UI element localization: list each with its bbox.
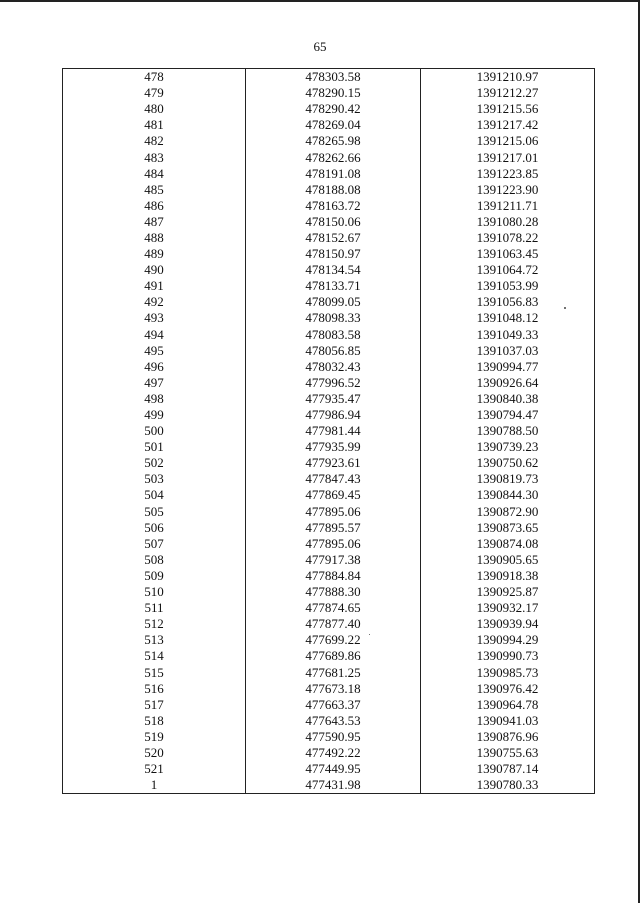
y-coordinate-cell: 1390932.17 [476,600,539,616]
y-coordinate-cell: 1391211.71 [476,197,539,213]
point-number-cell: 485 [63,182,246,198]
y-coordinate-cell: 1390985.73 [476,664,539,680]
x-coordinate-cell: 478269.04 [246,117,421,133]
x-coordinate-cell: 478134.54 [246,262,421,278]
x-coordinate-cell: 478083.58 [246,327,421,343]
y-coordinate-cell: 1390787.14 [476,761,539,777]
x-coordinate-cell: 477643.53 [246,713,421,729]
y-coordinate-cell: 1391048.12 [476,310,539,326]
table-row [63,536,595,552]
y-coordinate-cell: 1390905.65 [476,551,539,567]
y-coordinate-cell: 1390874.08 [476,535,539,551]
scan-speck [369,634,370,635]
point-number-cell: 519 [63,729,246,745]
x-coordinate-cell: 477673.18 [246,681,421,697]
table-row [63,439,595,455]
point-number-cell: 499 [63,407,246,423]
y-coordinate-cell: 1390976.42 [476,680,539,696]
y-coordinate-cell: 1391080.28 [476,213,539,229]
point-number-cell: 490 [63,262,246,278]
x-coordinate-cell: 477874.65 [246,600,421,616]
point-number-cell: 511 [63,600,246,616]
table-row [63,697,595,713]
x-coordinate-cell: 478056.85 [246,343,421,359]
point-number-cell: 1 [63,777,246,794]
point-number-cell: 481 [63,117,246,133]
y-coordinate-cell: 1391037.03 [476,342,539,358]
y-coordinate-cell: 1390794.47 [476,407,539,423]
table-row [63,117,595,133]
point-number-cell: 514 [63,648,246,664]
x-coordinate-cell: 477895.57 [246,520,421,536]
x-coordinate-cell: 478152.67 [246,230,421,246]
point-number-cell: 491 [63,278,246,294]
table-row [63,777,595,794]
x-coordinate-cell: 477699.22 [246,632,421,648]
table-row [63,600,595,616]
y-coordinate-cell: 1390844.30 [476,487,539,503]
y-coordinate-cell: 1391217.42 [476,117,539,133]
table-row [63,761,595,777]
y-coordinate-cell: 1390994.29 [476,632,539,648]
table-row [63,681,595,697]
table-row [63,133,595,149]
table-row [63,568,595,584]
x-coordinate-cell: 478303.58 [246,69,421,86]
point-number-cell: 483 [63,149,246,165]
x-coordinate-cell: 477917.38 [246,552,421,568]
y-coordinate-cell: 1391049.33 [476,326,539,342]
table-row [63,310,595,326]
y-coordinate-cell: 1390788.50 [476,423,539,439]
point-number-cell: 513 [63,632,246,648]
point-number-cell: 518 [63,713,246,729]
table-row [63,520,595,536]
x-coordinate-cell: 477877.40 [246,616,421,632]
table-row [63,487,595,503]
x-coordinate-cell: 478290.15 [246,85,421,101]
page-number: 65 [313,39,327,54]
table-row [63,69,595,86]
table-row [63,359,595,375]
coordinate-table-body [63,69,595,794]
x-coordinate-cell: 477888.30 [246,584,421,600]
table-row [63,632,595,648]
y-coordinate-cell: 1391064.72 [476,262,539,278]
table-row [63,85,595,101]
table-row [63,729,595,745]
table-row [63,214,595,230]
y-coordinate-cell: 1390926.64 [476,374,539,390]
x-coordinate-cell: 477590.95 [246,729,421,745]
x-coordinate-cell: 477847.43 [246,471,421,487]
point-number-cell: 501 [63,439,246,455]
point-number-cell: 480 [63,101,246,117]
y-coordinate-cell: 1390755.63 [476,744,539,760]
point-number-cell: 505 [63,504,246,520]
point-number-cell: 498 [63,391,246,407]
table-row [63,375,595,391]
table-row [63,182,595,198]
table-row [63,471,595,487]
point-number-cell: 502 [63,455,246,471]
point-number-cell: 512 [63,616,246,632]
x-coordinate-cell: 478188.08 [246,182,421,198]
x-coordinate-cell: 477431.98 [246,777,421,794]
y-coordinate-cell: 1390994.77 [476,358,539,374]
point-number-cell: 520 [63,745,246,761]
table-row [63,584,595,600]
point-number-cell: 509 [63,568,246,584]
point-number-cell: 508 [63,552,246,568]
point-number-cell: 504 [63,487,246,503]
table-row [63,294,595,310]
y-coordinate-cell: 1390872.90 [476,503,539,519]
y-coordinate-cell: 1390739.23 [476,439,539,455]
x-coordinate-cell: 477663.37 [246,697,421,713]
table-row [63,327,595,343]
y-coordinate-cell: 1391063.45 [476,246,539,262]
x-coordinate-cell: 477869.45 [246,487,421,503]
y-coordinate-cell: 1390939.94 [476,616,539,632]
y-coordinate-cell: 1391215.06 [476,133,539,149]
x-coordinate-cell: 477884.84 [246,568,421,584]
y-coordinate-cell: 1390941.03 [476,712,539,728]
y-coordinate-cell: 1390819.73 [476,471,539,487]
y-coordinate-cell: 1390918.38 [476,567,539,583]
y-coordinate-cell: 1391215.56 [476,101,539,117]
point-number-cell: 487 [63,214,246,230]
table-row [63,149,595,165]
x-coordinate-cell: 477986.94 [246,407,421,423]
table-row [63,262,595,278]
point-number-cell: 503 [63,471,246,487]
x-coordinate-cell: 477895.06 [246,504,421,520]
y-coordinate-cell: 1390876.96 [476,728,539,744]
x-coordinate-cell: 477681.25 [246,664,421,680]
x-coordinate-cell: 477981.44 [246,423,421,439]
point-number-cell: 495 [63,343,246,359]
point-number-cell: 492 [63,294,246,310]
point-number-cell: 493 [63,310,246,326]
x-coordinate-cell: 478191.08 [246,166,421,182]
x-coordinate-cell: 477935.99 [246,439,421,455]
x-coordinate-cell: 478133.71 [246,278,421,294]
table-row [63,713,595,729]
x-coordinate-cell: 477923.61 [246,455,421,471]
point-number-cell: 479 [63,85,246,101]
x-coordinate-cell: 478163.72 [246,198,421,214]
point-number-cell: 482 [63,133,246,149]
point-number-cell: 488 [63,230,246,246]
y-coordinate-cell: 1390925.87 [476,584,539,600]
table-row [63,648,595,664]
y-coordinate-cell: 1391223.85 [476,165,539,181]
x-coordinate-cell: 477935.47 [246,391,421,407]
point-number-cell: 486 [63,198,246,214]
table-row [63,246,595,262]
y-coordinate-cell: 1391223.90 [476,181,539,197]
y-coordinate-cell: 1391078.22 [476,229,539,245]
table-row [63,101,595,117]
y-coordinate-cell: 1390990.73 [476,648,539,664]
x-coordinate-cell: 478265.98 [246,133,421,149]
point-number-cell: 516 [63,681,246,697]
point-number-cell: 517 [63,697,246,713]
x-coordinate-cell: 478099.05 [246,294,421,310]
x-coordinate-cell: 477895.06 [246,536,421,552]
table-row [63,278,595,294]
table-row [63,407,595,423]
table-row [63,198,595,214]
point-number-cell: 478 [63,69,246,86]
point-number-cell: 506 [63,520,246,536]
point-number-cell: 510 [63,584,246,600]
table-row [63,455,595,471]
x-coordinate-cell: 478290.42 [246,101,421,117]
table-row [63,504,595,520]
y-coordinate-cell: 1390750.62 [476,455,539,471]
table-row [63,343,595,359]
point-number-cell: 521 [63,761,246,777]
y-coordinate-cell: 1391217.01 [476,149,539,165]
point-number-cell: 489 [63,246,246,262]
table-row [63,391,595,407]
table-row [63,745,595,761]
scan-top-edge [0,0,640,2]
y-coordinate-cell: 1391212.27 [476,85,539,101]
table-row [63,230,595,246]
scan-speck [564,307,566,309]
table-row [63,423,595,439]
point-number-cell: 484 [63,166,246,182]
x-coordinate-cell: 478032.43 [246,359,421,375]
table-row [63,616,595,632]
y-coordinate-cell: 1390964.78 [476,696,539,712]
point-number-cell: 494 [63,327,246,343]
x-coordinate-cell: 477689.86 [246,648,421,664]
table-row [63,552,595,568]
x-coordinate-cell: 478262.66 [246,149,421,165]
table-row [63,664,595,680]
x-coordinate-cell: 477492.22 [246,745,421,761]
x-coordinate-cell: 478150.97 [246,246,421,262]
coordinate-table [62,68,595,794]
table-row [63,166,595,182]
y-coordinate-cell: 1390873.65 [476,519,539,535]
x-coordinate-cell: 478150.06 [246,214,421,230]
point-number-cell: 515 [63,664,246,680]
point-number-cell: 497 [63,375,246,391]
x-coordinate-cell: 477996.52 [246,375,421,391]
x-coordinate-cell: 478098.33 [246,310,421,326]
point-number-cell: 496 [63,359,246,375]
point-number-cell: 500 [63,423,246,439]
y-coordinate-cell: 1391053.99 [476,278,539,294]
point-number-cell: 507 [63,536,246,552]
y-coordinate-cell: 1391056.83 [476,294,539,310]
y-coordinate-cell: 1391210.97 [476,69,539,85]
y-coordinate-cell: 1390840.38 [476,390,539,406]
y-coordinate-cell: 1390780.33 [476,777,539,793]
x-coordinate-cell: 477449.95 [246,761,421,777]
